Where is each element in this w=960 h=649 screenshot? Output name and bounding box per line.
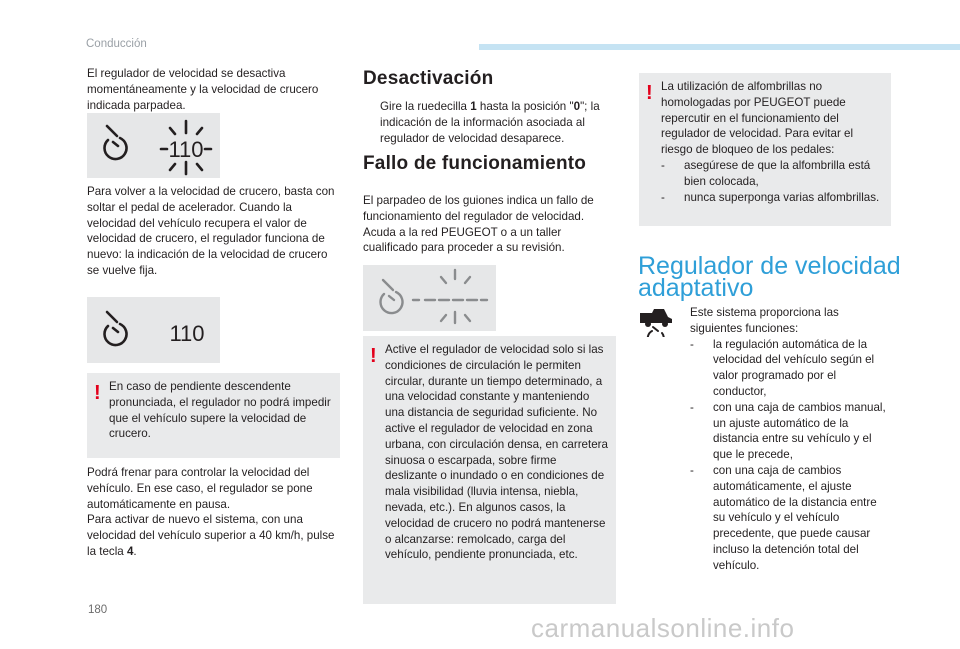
cruise-fault-image	[363, 265, 496, 331]
list-item: - nunca superponga varias alfombrillas.	[661, 190, 880, 204]
floor-mats-warning	[639, 73, 891, 226]
cruise-fault-icon	[363, 265, 496, 331]
acc-heading-line2: adaptativo	[638, 274, 754, 302]
key-4: 4	[126, 544, 134, 558]
deactivation-heading: Desactivación	[363, 68, 494, 89]
deactivation-instruction: Gire la ruedecilla 1 hasta la posición "0"; la indicación de la información asociada al regulador de velocidad desaparece.	[380, 100, 600, 145]
fault-heading: Fallo de funcionamiento	[363, 153, 587, 174]
cruise-blinking-icon	[87, 113, 220, 178]
adaptive-cruise-image	[638, 307, 674, 337]
acc-intro: Este sistema proporciona las siguientes funciones:	[690, 306, 839, 335]
floor-mats-text: La utilización de alfombrillas no homologadas por PEUGEOT puede repercutir en el funcionamiento del regulador de velocidad. Para evitar el riesgo de bloqueo de los pedales: - asegúrese de que la alfombrilla está bien colocada, - nunca superponga varias alfombrillas.	[661, 79, 885, 205]
downhill-warning-text: En caso de pendiente descendente pronunciada, el regulador no podrá impedir que el vehículo supere la velocidad de crucero.	[109, 380, 331, 441]
fault-text: El parpadeo de los guiones indica un fallo de funcionamiento del regulador de velocidad. Acuda a la red PEUGEOT o a un taller cualificado para proceder a su revisión.	[363, 194, 594, 255]
brake-text: Podrá frenar para controlar la velocidad del vehículo. En ese caso, el regulador se pone automáticamente en pausa.	[87, 466, 313, 511]
section-label: Conducción	[86, 38, 147, 50]
list-item: - con una caja de cambios manual, un ajuste automático de la distancia entre su vehículo y el que le precede,	[690, 400, 886, 462]
cruise-speed-fixed: 110	[169, 321, 205, 346]
acc-functions	[690, 305, 890, 574]
intro-text: El regulador de velocidad se desactiva momentáneamente y la velocidad de crucero indicada parpadea.	[87, 67, 319, 112]
acc-heading-line1: Regulador de velocidad	[638, 252, 901, 280]
cruise-fixed-image	[87, 297, 220, 363]
adaptive-cruise-icon	[638, 307, 674, 337]
cruise-speed-blinking: 110	[168, 137, 204, 162]
list-item: - asegúrese de que la alfombrilla está bien colocada,	[661, 158, 871, 188]
activation-conditions-warning	[363, 336, 616, 604]
warning-icon: !	[94, 382, 101, 404]
cruise-fixed-icon	[87, 297, 220, 363]
list-item: - con una caja de cambios automáticamente, el ajuste automático de la distancia entre su vehículo y el vehículo precedente, que puede causar incluso la detención total del vehículo.	[690, 463, 877, 572]
resume-text: Para volver a la velocidad de crucero, basta con soltar el pedal de acelerador. Cuando la velocidad del vehículo recupera el valor de velocidad de crucero, el regulador funciona de nuevo: la indicación de la velocidad de crucero se vuelve fija.	[87, 185, 335, 277]
cruise-blinking-image	[87, 113, 220, 178]
warning-icon: !	[646, 82, 653, 104]
watermark: carmanualsonline.info	[531, 613, 795, 643]
reactivate-text: Para activar de nuevo el sistema, con una velocidad del vehículo superior a 40 km/h, pulse la tecla 4.	[87, 513, 335, 558]
header-bar	[479, 44, 960, 50]
warning-icon: !	[370, 345, 377, 367]
list-item: - la regulación automática de la velocidad del vehículo según el valor programado por el conductor,	[690, 337, 875, 398]
downhill-warning	[87, 373, 340, 458]
page-number: 180	[88, 604, 108, 616]
activation-conditions-text: Active el regulador de velocidad solo si las condiciones de circulación le permiten circular, durante un tiempo determinado, a una velocidad constante y manteniendo una distancia de seguridad suficiente. No active el regulador de velocidad en zona urbana, con circulación densa, en carretera sinuosa o escarpada, sobre firme deslizante o inundado o en condiciones de mala visibilidad (lluvia intensa, niebla, nevada, etc.). En algunos casos, la velocidad de crucero no podrá mantenerse o alcanzarse: remolcado, carga del vehículo, pendiente pronunciada, etc.	[385, 343, 608, 562]
